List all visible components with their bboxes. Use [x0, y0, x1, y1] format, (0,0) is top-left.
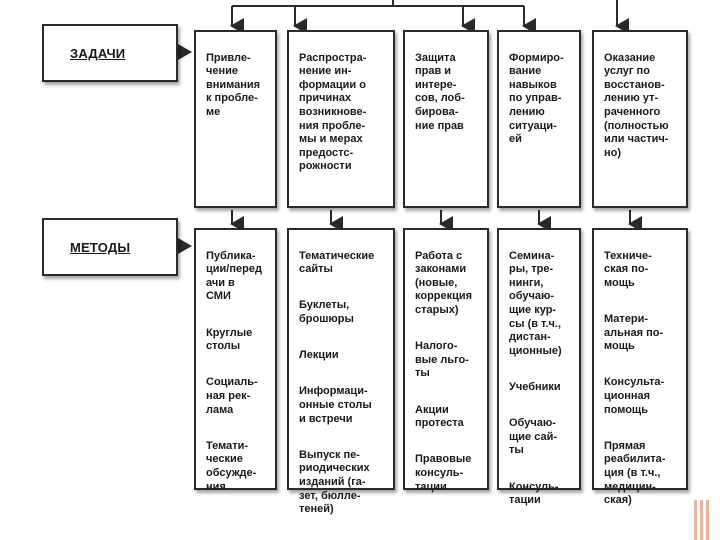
methods-label-text: МЕТОДЫ	[70, 239, 131, 255]
task-text-2: Распростра- нение ин- формации о причинах возникнове- ния пробле- мы и мерах предостс- рожности	[299, 51, 367, 173]
task-cell-4	[497, 30, 581, 208]
method-cell-3	[403, 228, 489, 493]
tasks-row-label	[42, 24, 178, 82]
method-5-item-2: Матери- альная по- мощь	[604, 312, 664, 353]
task-cell-1	[194, 30, 277, 208]
method-1-item-2: Круглые столы	[206, 326, 253, 353]
tasks-label-text: ЗАДАЧИ	[70, 45, 126, 61]
method-4-item-3: Обучаю- щие сай- ты	[509, 417, 558, 457]
method-3-item-2: Налого- вые льго- ты	[415, 340, 469, 380]
decorative-bar-2	[700, 500, 703, 540]
method-cell-5	[592, 228, 688, 507]
method-cell-4	[497, 228, 581, 507]
task-cell-5	[592, 30, 688, 208]
method-1-item-3: Социаль- ная рек- лама	[206, 376, 258, 416]
method-4-item-4: Консуль- тации	[509, 480, 559, 507]
method-2-item-2: Буклеты, брошюры	[299, 299, 354, 325]
task-cell-3	[403, 30, 489, 208]
method-cell-1	[194, 228, 277, 493]
method-5-item-1: Техниче- ская по- мощь	[604, 249, 652, 289]
method-3-item-4: Правовые консуль- тации	[415, 453, 472, 493]
method-3-item-1: Работа с законами (новые, коррекция старых)	[415, 249, 473, 316]
method-cell-2	[287, 228, 395, 516]
method-2-item-4: Информаци- онные столы и встречи	[299, 385, 372, 425]
method-2-item-3: Лекции	[299, 349, 339, 362]
method-3-item-3: Акции протеста	[415, 403, 464, 430]
method-1-item-4: Темати- ческие обсужде- ния	[206, 439, 257, 493]
decorative-bar-1	[694, 500, 697, 540]
decorative-bar-3	[706, 500, 709, 540]
methods-row-label	[42, 218, 178, 276]
method-5-item-3: Консульта- ционная помощь	[604, 376, 665, 416]
method-2-item-5: Выпуск пе- риодических изданий (га- зет, бюлле- теней)	[299, 448, 370, 516]
method-4-item-2: Учебники	[509, 380, 561, 393]
method-2-item-1: Тематические сайты	[299, 249, 375, 276]
method-4-item-1: Семина- ры, тре- нинги, обучаю- щие кур- сы (в т.ч., дистан- ционные)	[509, 249, 562, 357]
task-text-3: Защита прав и интере- сов, лоб- бирова- ние прав	[415, 51, 465, 132]
method-5-item-4: Прямая реабилита- ция (в т.ч., медицин- ская)	[604, 439, 666, 507]
method-1-item-1: Публика- ции/перед ачи в СМИ	[206, 249, 262, 303]
task-cell-2	[287, 30, 395, 208]
task-text-1: Привле- чение внимания к пробле- ме	[206, 51, 261, 118]
task-text-4: Формиро- вание навыков по управ- лению ситуаци- ей	[509, 51, 564, 146]
task-text-5: Оказание услуг по восстанов- лению ут- раченного (полностью или частич- но)	[604, 51, 669, 159]
